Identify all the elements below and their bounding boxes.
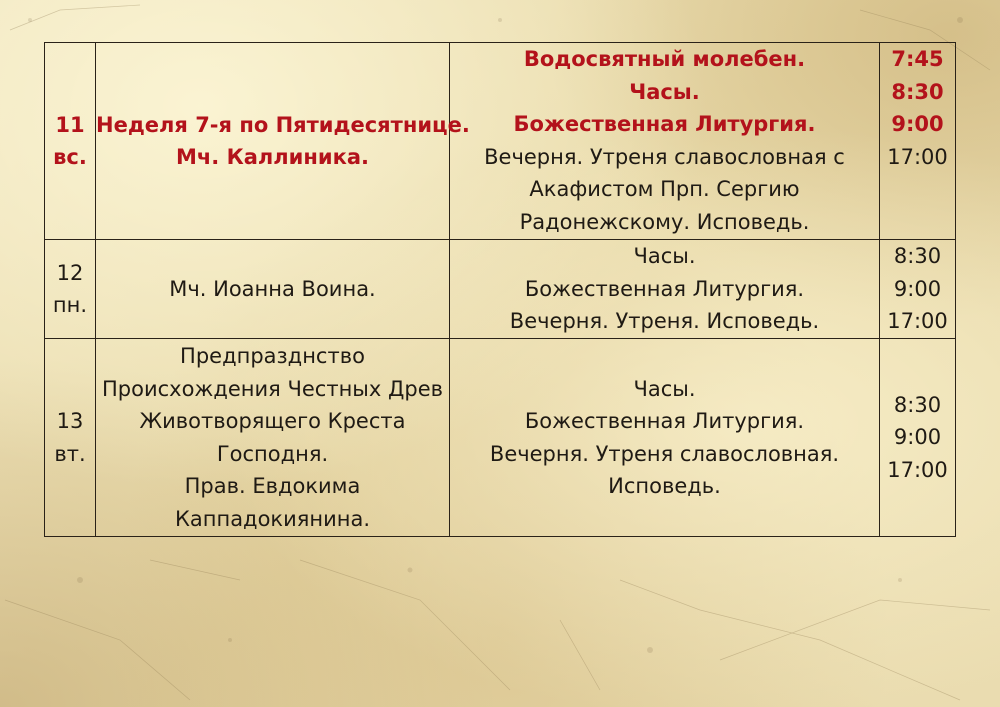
service-time: 9:00 bbox=[891, 112, 944, 136]
service-line: Водосвятный молебен. bbox=[523, 47, 806, 71]
feast-line: Мч. Иоанна Воина. bbox=[169, 276, 376, 301]
services-cell bbox=[450, 43, 880, 240]
feast-cell bbox=[96, 240, 450, 339]
weekday: вс. bbox=[53, 145, 87, 169]
service-line: Исповедь. bbox=[608, 474, 721, 498]
day-number: 13 bbox=[56, 409, 84, 433]
times-cell bbox=[880, 339, 956, 537]
service-line: Вечерня. Утреня. Исповедь. bbox=[509, 309, 820, 334]
feast-line: Мч. Каллиника. bbox=[175, 145, 370, 169]
feast-line: Прав. Евдокима bbox=[184, 474, 361, 498]
weekday: пн. bbox=[52, 293, 88, 317]
times-cell bbox=[880, 240, 956, 339]
feast-cell bbox=[96, 339, 450, 537]
date-cell bbox=[45, 43, 96, 240]
service-line: Часы. bbox=[633, 244, 696, 269]
services-cell bbox=[450, 339, 880, 537]
feast-line: Животворящего Креста bbox=[139, 409, 406, 433]
service-time: 9:00 bbox=[893, 276, 942, 301]
services-cell bbox=[450, 240, 880, 339]
day-number: 11 bbox=[55, 112, 85, 137]
service-time: 17:00 bbox=[887, 144, 948, 169]
schedule-row bbox=[45, 339, 956, 537]
service-time: 17:00 bbox=[887, 309, 948, 334]
service-time: 17:00 bbox=[887, 457, 948, 482]
feast-line: Неделя 7-я по Пятидесятнице. bbox=[96, 112, 470, 137]
date-cell bbox=[45, 339, 96, 537]
service-time: 8:30 bbox=[893, 392, 942, 417]
service-line: Божественная Литургия. bbox=[524, 276, 805, 301]
service-line: Радонежскому. Исповедь. bbox=[519, 209, 810, 234]
feast-line: Происхождения Честных Древ bbox=[101, 376, 444, 401]
service-line: Вечерня. Утреня славословная. bbox=[489, 441, 840, 466]
schedule-row bbox=[45, 43, 956, 240]
weekday: вт. bbox=[54, 441, 86, 466]
service-line: Акафистом Прп. Сергию bbox=[529, 177, 800, 201]
times-cell bbox=[880, 43, 956, 240]
service-line: Божественная Литургия. bbox=[524, 409, 805, 433]
feast-cell bbox=[96, 43, 470, 240]
schedule-row bbox=[45, 240, 956, 339]
service-time: 8:30 bbox=[891, 79, 944, 104]
feast-line: Господня. bbox=[216, 441, 329, 466]
schedule-table bbox=[44, 42, 956, 537]
service-time: 7:45 bbox=[891, 47, 944, 71]
service-line: Вечерня. Утреня славословная с bbox=[484, 144, 845, 169]
date-cell bbox=[45, 240, 96, 339]
service-time: 8:30 bbox=[893, 244, 942, 269]
service-line: Часы. bbox=[629, 79, 700, 104]
feast-line: Каппадокиянина. bbox=[174, 506, 371, 531]
feast-line: Предпразднство bbox=[180, 344, 365, 368]
service-line: Божественная Литургия. bbox=[513, 112, 816, 136]
service-line: Часы. bbox=[633, 376, 696, 401]
day-number: 12 bbox=[56, 260, 84, 285]
service-time: 9:00 bbox=[893, 425, 942, 450]
